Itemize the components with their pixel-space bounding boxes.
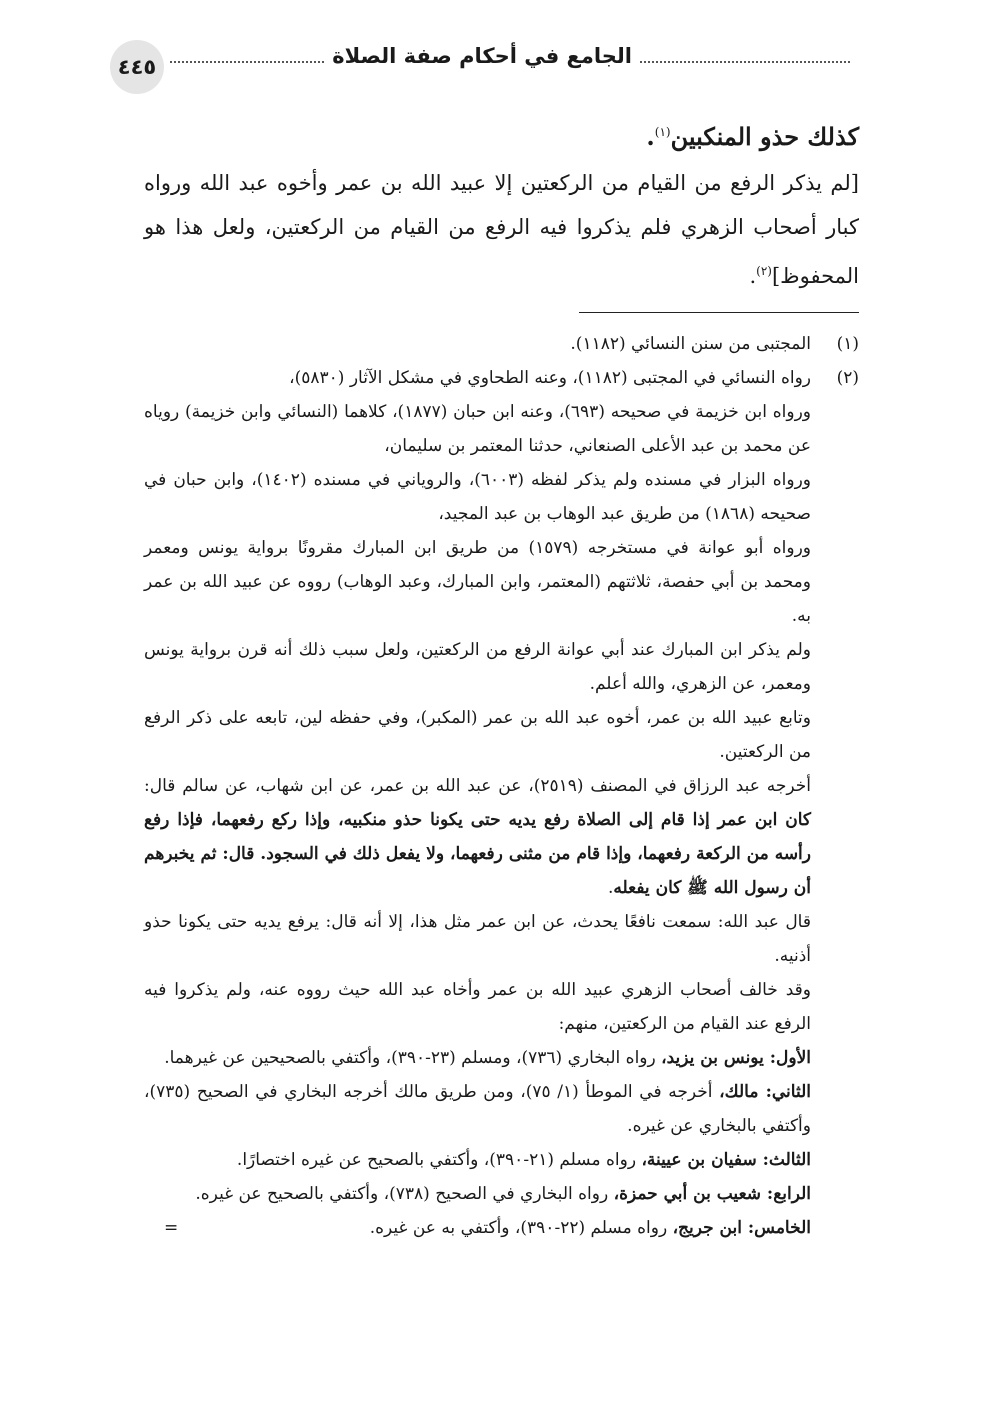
footnote-text: أخرجه عبد الرزاق في المصنف (٢٥١٩)، عن عبد الله بن عمر، عن ابن شهاب، عن سالم قال:: [144, 776, 811, 796]
footnote-body: [144, 327, 811, 361]
narrator-item: [144, 1075, 811, 1143]
footnote-text: المجتبى من سنن النسائي (١١٨٢).: [570, 334, 811, 354]
footnote-separator: [579, 312, 859, 313]
footnote-paragraph: وقد خالف أصحاب الزهري عبيد الله بن عمر وأخاه عبد الله حيث رووه عنه، ولم يذكروا فيه الرفع عند القيام من الركعتين، منهم:: [144, 980, 811, 1034]
narrator-text: رواه مسلم (٢٢-٣٩٠)، وأكتفي به عن غيره.: [369, 1218, 673, 1238]
hadith-quote: كان ابن عمر إذا قام إلى الصلاة رفع يديه حتى يكونا حذو منكبيه، وإذا ركع رفعهما، فإذا رفع رأسه من الركعة رفعهما، وإذا قام من مثنى رفعهما، ولا يفعل ذلك في السجود. قال: ثم يخبرهم أن رسول الله ﷺ كان يفعله: [144, 810, 811, 898]
narrator-text: أخرجه في الموطأ (١/ ٧٥)، ومن طريق مالك أخرجه البخاري في الصحيح (٧٣٥)، وأكتفي بالبخاري عن غيره.: [144, 1082, 811, 1136]
footnotes: [144, 327, 859, 1245]
narrator-item: [144, 1143, 811, 1177]
footnote-number: (١): [836, 334, 859, 354]
narrator-label: الثالث: سفيان بن عيينة،: [641, 1150, 811, 1170]
main-paragraph: [144, 161, 859, 298]
footnote-paragraph: ورواه ابن خزيمة في صحيحه (٦٩٣)، وعنه ابن حبان (١٨٧٧)، كلاهما (النسائي وابن خزيمة) روياه عن محمد بن عبد الأعلى الصنعاني، حدثنا المعتمر بن سليمان،: [144, 402, 811, 456]
main-heading-end: .: [646, 122, 655, 151]
narrator-item: [144, 1177, 811, 1211]
main-text: [144, 110, 859, 1245]
main-heading-text: كذلك حذو المنكبين: [670, 122, 859, 151]
running-title: [170, 44, 850, 68]
footnote-paragraph: رواه النسائي في المجتبى (١١٨٢)، وعنه الطحاوي في مشكل الآثار (٥٨٣٠)،: [289, 368, 811, 388]
footnote-ref-2[interactable]: (٢): [756, 264, 772, 278]
footnote-text: .: [607, 878, 614, 898]
running-title-text: الجامع في أحكام صفة الصلاة: [332, 44, 632, 68]
footnote-paragraph: قال عبد الله: سمعت نافعًا يحدث، عن ابن عمر مثل هذا، إلا أنه قال: يرفع يديه حتى يكونا حذو أذنيه.: [144, 912, 811, 966]
footnote-paragraph: [144, 769, 811, 905]
page-number-badge: ٤٤٥: [110, 40, 164, 94]
header-dotted-leader-left: [170, 49, 324, 63]
page-header: [110, 40, 850, 100]
footnote-paragraph: ورواه أبو عوانة في مستخرجه (١٥٧٩) من طريق ابن المبارك مقرونًا برواية يونس ومعمر ومحمد بن أبي حفصة، ثلاثتهم (المعتمر، وابن المبارك، وعبد الوهاب) رووه عن عبيد الله بن عمر به.: [144, 538, 811, 626]
main-paragraph-text: [لم يذكر الرفع من القيام من الركعتين إلا عبيد الله بن عمر وأخوه عبد الله ورواه كبار أصحاب الزهري فلم يذكروا فيه الرفع من القيام من الركعتين، ولعل هذا هو المحفوظ]: [144, 171, 859, 288]
footnote-body: [144, 361, 811, 1245]
main-heading: [144, 110, 859, 159]
narrator-text: رواه البخاري في الصحيح (٧٣٨)، وأكتفي بالصحيح عن غيره.: [195, 1184, 614, 1204]
header-dotted-leader-right: [640, 49, 850, 63]
narrator-label: الرابع: شعيب بن أبي حمزة،: [613, 1184, 811, 1204]
narrator-label: الخامس: ابن جريج،: [672, 1218, 811, 1238]
footnote-ref-1[interactable]: (١): [654, 125, 671, 139]
footnote-paragraph: ولم يذكر ابن المبارك عند أبي عوانة الرفع من الركعتين، ولعل سبب ذلك أنه قرن برواية يونس ومعمر، عن الزهري، والله أعلم.: [144, 640, 811, 694]
footnote-paragraph: ورواه البزار في مسنده ولم يذكر لفظه (٦٠٠٣)، والروياني في مسنده (١٤٠٢)، وابن حبان في صحيحه (١٨٦٨) من طريق عبد الوهاب بن عبد المجيد،: [144, 470, 811, 524]
main-paragraph-end: .: [749, 264, 757, 288]
narrator-text: رواه البخاري (٧٣٦)، ومسلم (٢٣-٣٩٠)، وأكتفي بالصحيحين عن غيرهما.: [164, 1048, 662, 1068]
footnote-number: (٢): [836, 368, 859, 388]
narrator-item: [144, 1041, 811, 1075]
narrator-item: [144, 1211, 811, 1245]
footnote-2: [144, 361, 859, 1245]
narrator-text: رواه مسلم (٢١-٣٩٠)، وأكتفي بالصحيح عن غيره اختصارًا.: [236, 1150, 642, 1170]
narrator-label: الثاني: مالك،: [719, 1082, 811, 1102]
continuation-mark: =: [164, 1218, 179, 1238]
narrator-label: الأول: يونس بن يزيد،: [661, 1048, 811, 1068]
footnote-paragraph: وتابع عبيد الله بن عمر، أخوه عبد الله بن عمر (المكبر)، وفي حفظه لين، تابعه على ذكر الرفع من الركعتين.: [144, 708, 811, 762]
footnote-1: [144, 327, 859, 361]
